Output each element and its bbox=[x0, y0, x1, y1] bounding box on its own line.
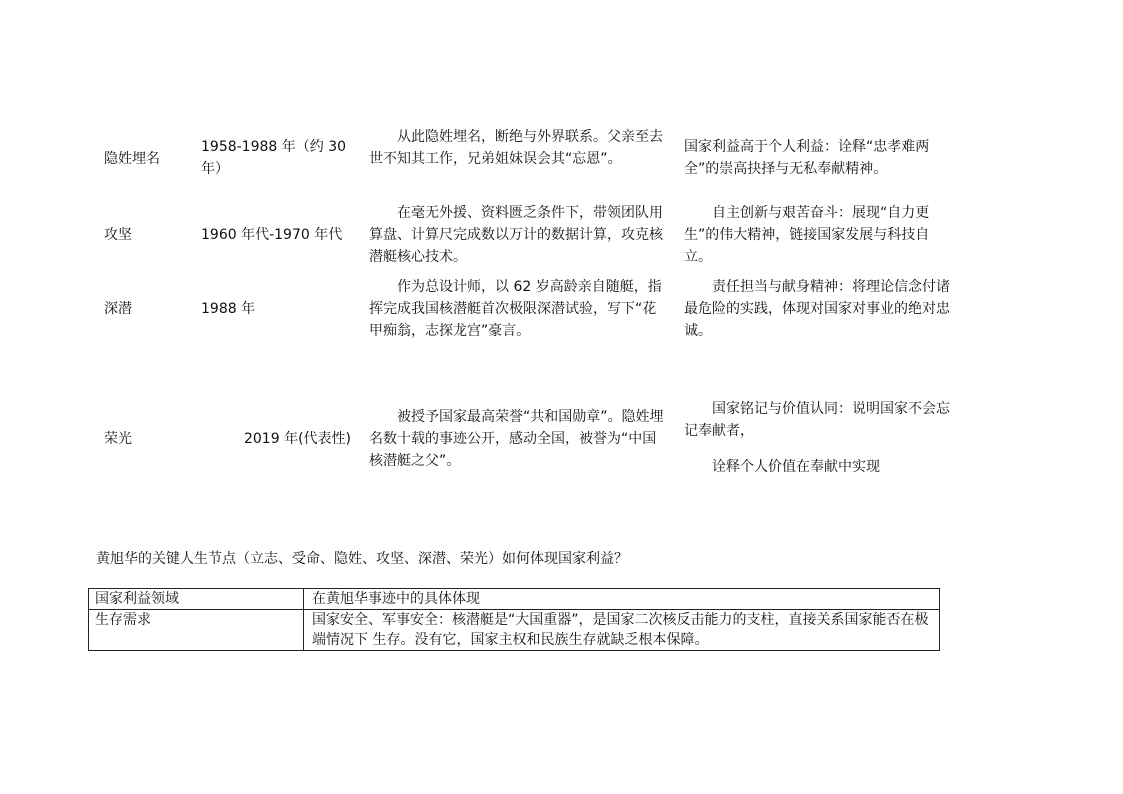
table-header-cell: 在黄旭华事迹中的具体体现 bbox=[304, 589, 940, 610]
timeline-value: 国家利益高于个人利益：诠释“忠孝难两全”的崇高抉择与无私奉献精神。 bbox=[684, 139, 930, 177]
table-cell: 生存需求 bbox=[89, 610, 304, 651]
timeline-value: 自主创新与艰苦奋斗：展现“自力更生”的伟大精神，链接国家发展与科技自立。 bbox=[684, 205, 930, 265]
section-question: 黄旭华的关键人生节点（立志、受命、隐姓、攻坚、深潜、荣光）如何体现国家利益？ bbox=[96, 551, 628, 567]
timeline-time: 1988 年 bbox=[201, 301, 256, 317]
timeline-event: 作为总设计师，以 62 岁高龄亲自随艇，指挥完成我国核潜艇首次极限深潜试验，写下“花甲痴翁，志探龙宫”豪言。 bbox=[369, 279, 662, 339]
timeline-node: 隐姓埋名 bbox=[104, 151, 160, 167]
timeline-value-extra: 诠释个人价值在奉献中实现 bbox=[712, 459, 880, 475]
timeline-value: 国家铭记与价值认同：说明国家不会忘记奉献者， bbox=[684, 401, 950, 439]
timeline-time: 1958-1988 年（约 30 年） bbox=[201, 139, 347, 177]
timeline-event: 从此隐姓埋名，断绝与外界联系。父亲至去世不知其工作，兄弟姐妹误会其“忘恩”。 bbox=[369, 129, 663, 167]
table-row bbox=[89, 610, 940, 651]
timeline-time: 2019 年(代表性) bbox=[243, 431, 351, 447]
timeline-event: 被授予国家最高荣誉“共和国勋章”。隐姓埋名数十载的事迹公开，感动全国，被誉为“中国核潜艇之父”。 bbox=[369, 409, 664, 469]
table-cell: 国家安全、军事安全：核潜艇是“大国重器”，是国家二次核反击能力的支柱，直接关系国家能否在极端情况下 生存。没有它，国家主权和民族生存就缺乏根本保障。 bbox=[304, 610, 940, 651]
national-interest-table bbox=[88, 588, 940, 651]
table-header-row bbox=[89, 589, 940, 610]
timeline-time: 1960 年代-1970 年代 bbox=[201, 227, 343, 243]
timeline-node: 荣光 bbox=[104, 431, 132, 447]
table-header-cell: 国家利益领域 bbox=[89, 589, 304, 610]
timeline-node: 深潜 bbox=[104, 301, 132, 317]
timeline-event: 在毫无外援、资料匮乏条件下，带领团队用算盘、计算尺完成数以万计的数据计算，攻克核潜艇核心技术。 bbox=[369, 205, 663, 265]
timeline-node: 攻坚 bbox=[104, 227, 132, 243]
timeline-value: 责任担当与献身精神：将理论信念付诸最危险的实践，体现对国家对事业的绝对忠诚。 bbox=[684, 279, 950, 339]
